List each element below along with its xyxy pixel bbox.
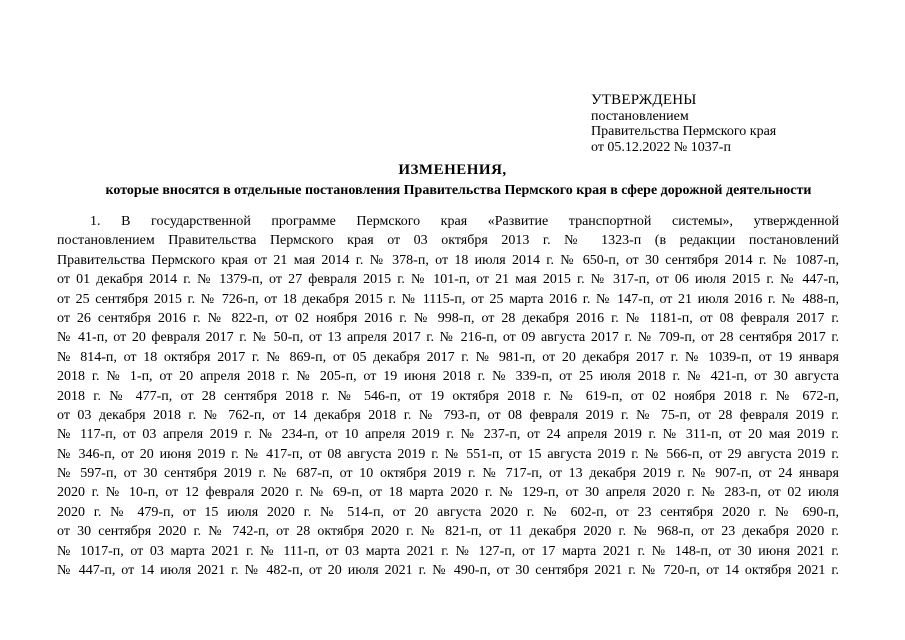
body-line: от 30 сентября 2020 г. № 742-п, от 28 октября 2020 г. № 821-п, от 11 декабря 2020 г. № 968-п, от 23 декабря 2020 г.: [57, 524, 839, 540]
body-line: постановлением Правительства Пермского края от 03 октября 2013 г. № 1323-п (в редакции постановлений: [57, 233, 839, 249]
body-line: от 01 декабря 2014 г. № 1379-п, от 27 февраля 2015 г. № 101-п, от 21 мая 2015 г. № 317-п, от 06 июля 2015 г. № 447-п,: [57, 272, 839, 288]
document-body: [57, 212, 839, 580]
body-line: 2018 г. № 1-п, от 20 апреля 2018 г. № 205-п, от 19 июня 2018 г. № 339-п, от 25 июля 2018 г. № 421-п, от 30 августа: [57, 369, 839, 385]
body-line: № 447-п, от 14 июля 2021 г. № 482-п, от 20 июля 2021 г. № 490-п, от 30 сентября 2021 г. № 720-п, от 14 октября 2021 г.: [57, 563, 839, 579]
body-line: № 814-п, от 18 октября 2017 г. № 869-п, от 05 декабря 2017 г. № 981-п, от 20 декабря 2017 г. № 1039-п, от 19 января: [57, 349, 839, 365]
body-line: № 1017-п, от 03 марта 2021 г. № 111-п, от 03 марта 2021 г. № 127-п, от 17 марта 2021 г. № 148-п, от 30 июня 2021 г.: [57, 543, 839, 559]
approval-line: постановлением: [591, 108, 689, 124]
body-line: 2020 г. № 10-п, от 12 февраля 2020 г. № 69-п, от 18 марта 2020 г. № 129-п, от 30 апреля 2020 г. № 283-п, от 02 июля: [57, 485, 839, 501]
body-line: Правительства Пермского края от 21 мая 2014 г. № 378-п, от 18 июля 2014 г. № 650-п, от 30 сентября 2014 г. № 1087-п,: [57, 252, 839, 268]
body-line: от 26 сентября 2016 г. № 822-п, от 02 ноября 2016 г. № 998-п, от 28 декабря 2016 г. № 1181-п, от 08 февраля 2017 г.: [57, 310, 839, 326]
body-line: № 117-п, от 03 апреля 2019 г. № 234-п, от 10 апреля 2019 г. № 237-п, от 24 апреля 2019 г. № 311-п, от 20 мая 2019 г.: [57, 427, 839, 443]
body-line: № 346-п, от 20 июня 2019 г. № 417-п, от 08 августа 2019 г. № 551-п, от 15 августа 2019 г. № 566-п, от 29 августа 2019 г.: [57, 446, 839, 462]
approval-line: от 05.12.2022 № 1037-п: [591, 139, 731, 155]
body-line: № 41-п, от 20 февраля 2017 г. № 50-п, от 13 апреля 2017 г. № 216-п, от 09 августа 2017 г. № 709-п, от 28 сентября 2017 г.: [57, 330, 839, 346]
scan-top-edge: [0, 0, 905, 2]
body-line: № 597-п, от 30 сентября 2019 г. № 687-п, от 10 октября 2019 г. № 717-п, от 13 декабря 2019 г. № 907-п, от 24 января: [57, 466, 839, 482]
body-line: 2020 г. № 479-п, от 15 июля 2020 г. № 514-п, от 20 августа 2020 г. № 602-п, от 23 сентября 2020 г. № 690-п,: [57, 504, 839, 520]
document-subtitle: которые вносятся в отдельные постановления Правительства Пермского края в сфере дорожной деятельности: [105, 183, 812, 198]
document-title: ИЗМЕНЕНИЯ,: [398, 162, 507, 178]
approval-line: Правительства Пермского края: [591, 124, 777, 139]
body-line: от 03 декабря 2018 г. № 762-п, от 14 декабря 2018 г. № 793-п, от 08 февраля 2019 г. № 75-п, от 28 февраля 2019 г.: [57, 407, 839, 423]
approval-heading: УТВЕРЖДЕНЫ: [591, 92, 697, 108]
body-line: от 25 сентября 2015 г. № 726-п, от 18 декабря 2015 г. № 1115-п, от 25 марта 2016 г. № 147-п, от 21 июля 2016 г. № 488-п,: [57, 291, 839, 307]
body-line: 1. В государственной программе Пермского края «Развитие транспортной системы», утвержденной: [90, 214, 839, 229]
body-line: 2018 г. № 477-п, от 28 сентября 2018 г. № 546-п, от 19 октября 2018 г. № 619-п, от 02 ноября 2018 г. № 672-п,: [57, 388, 839, 404]
approval-stamp-block: [591, 93, 776, 155]
